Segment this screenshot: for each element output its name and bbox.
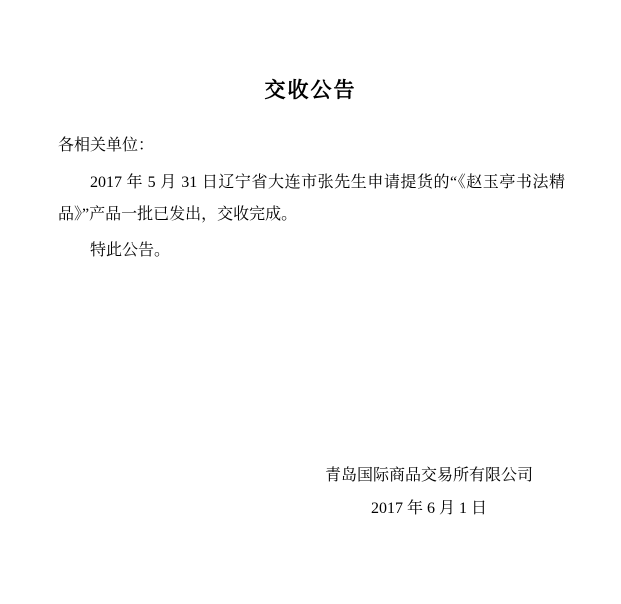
signature-block (325, 459, 533, 526)
body-paragraph-2: 特此公告。 (90, 241, 171, 259)
signature-date: 2017 年 6 月 1 日 (370, 500, 487, 518)
page-title: 交收公告 (264, 78, 357, 102)
document-page (0, 78, 621, 604)
salutation-line: 各相关单位： (58, 137, 155, 155)
body-paragraph-1: 2017 年 5 月 31 日辽宁省大连市张先生申请提货的“《赵玉亭书法精品》”产品一批已发出，交收完成。 (58, 173, 565, 223)
signature-organization: 青岛国际商品交易所有限公司 (324, 466, 533, 484)
